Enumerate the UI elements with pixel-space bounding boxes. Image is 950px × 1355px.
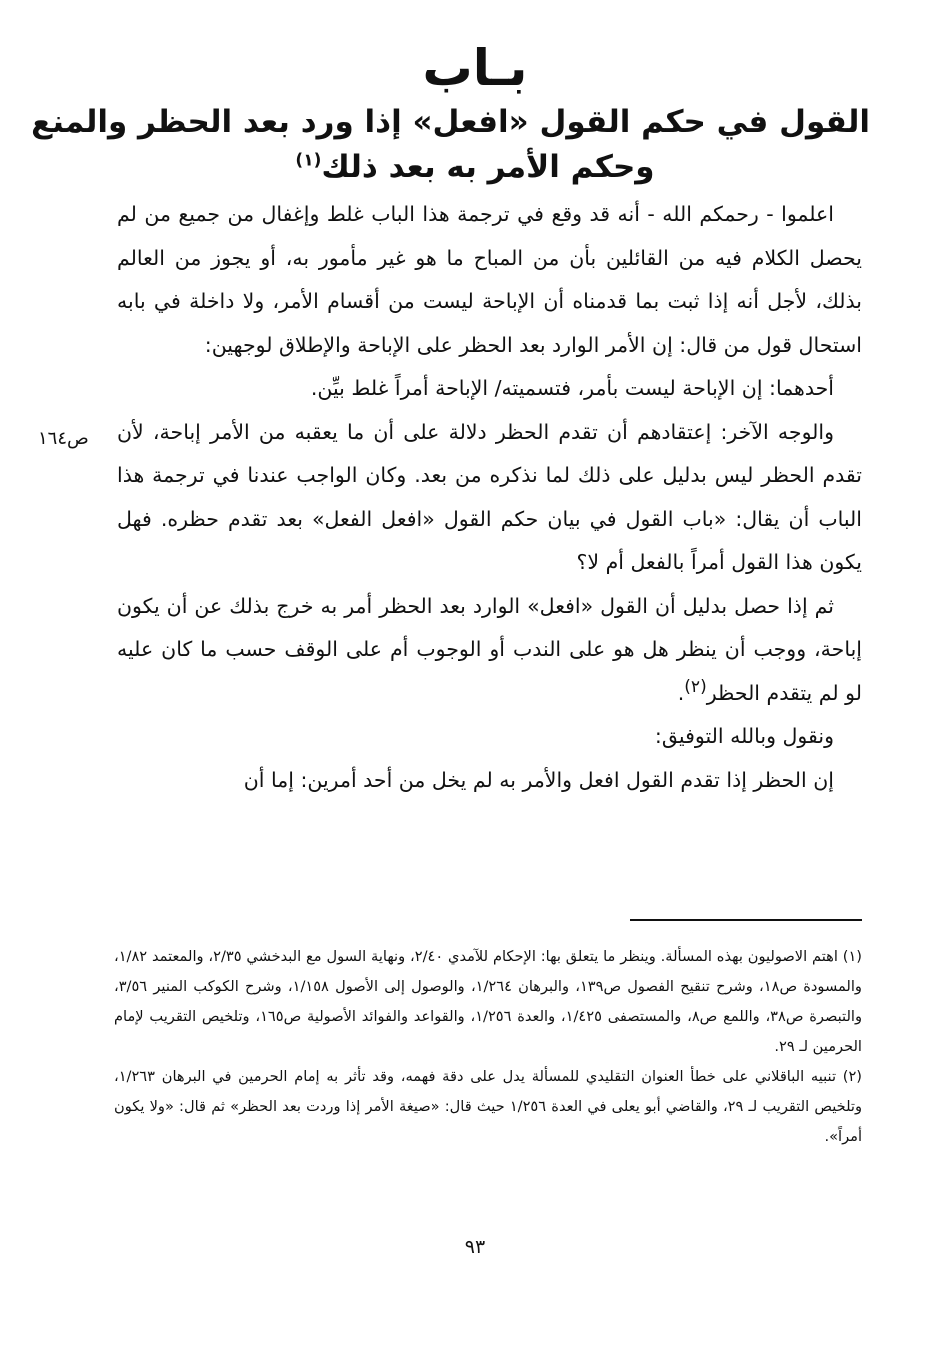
paragraph-6: إن الحظر إذا تقدم القول افعل والأمر به لم يخل من أحد أمرين: إما أن [243, 767, 834, 792]
footnotes [114, 942, 862, 1152]
paragraph-4-text: ثم إذا حصل بدليل أن القول «افعل» الوارد بعد الحظر أمر به خرج بذلك عن أن يكون إباحة، ووجب أن ينظر هل هو على الندب أو الوجوب أم على الوقف حسب ما كان عليه لو لم يتقدم الحظر [117, 593, 862, 705]
main-text [117, 193, 862, 802]
paragraph-3: والوجه الآخر: إعتقادهم أن تقدم الحظر دلالة على أن ما يعقبه من الأمر إباحة، لأن تقدم الحظر ليس بدليل على ذلك لما نذكره من بعد. وكان الواجب عندنا في ترجمة هذا الباب أن يقال: «باب القول في بيان حكم القول «افعل الفعل» بعد تقدم حظره. فهل يكون هذا القول أمراً بالفعل أم لا؟ [117, 419, 862, 574]
paragraph-4-end: . [677, 680, 685, 705]
margin-page-reference: ص١٦٤ [38, 428, 89, 449]
page-number: ٩٣ [464, 1236, 486, 1258]
paragraph-4 [117, 585, 862, 716]
chapter-title-text: وحكم الأمر به بعد ذلك [321, 149, 655, 185]
footnote-separator [630, 919, 862, 921]
paragraph-5: ونقول وبالله التوفيق: [654, 724, 834, 748]
footnote-2: (٢) تنبيه الباقلاني على خطأ العنوان التقليدي للمسألة يدل على دقة فهمه، وقد تأثر به إمام الحرمين في البرهان ١/٢٦٣، وتلخيص التقريب لـ ٢٩، والقاضي أبو يعلى في العدة ١/٢٥٦ حيث قال: «صيغة الأمر إذا وردت بعد الحظر» ثم قال: «ولا يكون أمراً». [114, 1068, 863, 1145]
footnote-ref-1[interactable]: (١) [295, 150, 322, 171]
chapter-title-line-1: القول في حكم القول «افعل» إذا ورد بعد الحظر والمنع [31, 104, 870, 140]
chapter-heading: بـاب [422, 39, 528, 97]
paragraph-2: أحدهما: إن الإباحة ليست بأمر، فتسميته/ الإباحة أمراً غلط بيِّن. [310, 376, 834, 400]
chapter-title-line-2 [80, 145, 870, 189]
footnote-ref-2[interactable]: (٢) [684, 676, 707, 697]
footnote-1: (١) اهتم الاصوليون بهذه المسألة. وينظر ما يتعلق بها: الإحكام للآمدي ٢/٤٠، ونهاية السول مع البدخشي ٢/٣٥، والمعتمد ١/٨٢، والمسودة ص١٨، وشرح تنقيح الفصول ص١٣٩، والبرهان ١/٢٦٤، والوصول إلى الأصول ١/١٥٨، وشرح الكوكب المنير ٣/٥٦، والتبصرة ص٣٨، واللمع ص٨، والمستصفى ١/٤٢٥، والعدة ١/٢٥٦، والقواعد والفوائد الأصولية ص١٦٥، وتلخيص التقريب لإمام الحرمين لـ ٢٩. [114, 948, 862, 1055]
paragraph-1: اعلموا - رحمكم الله - أنه قد وقع في ترجمة هذا الباب غلط وإغفال من جميع من لم يحصل الكلام فيه من القائلين بأن من المباح ما هو غير مأمور به، أو يجوز من العالم بذلك، لأجل أنه إذا ثبت بما قدمناه أن الإباحة ليست من أقسام الأمر، ولا داخلة في بابه استحال قول من قال: إن الأمر الوارد بعد الحظر على الإباحة والإطلاق لوجهين: [117, 202, 862, 357]
